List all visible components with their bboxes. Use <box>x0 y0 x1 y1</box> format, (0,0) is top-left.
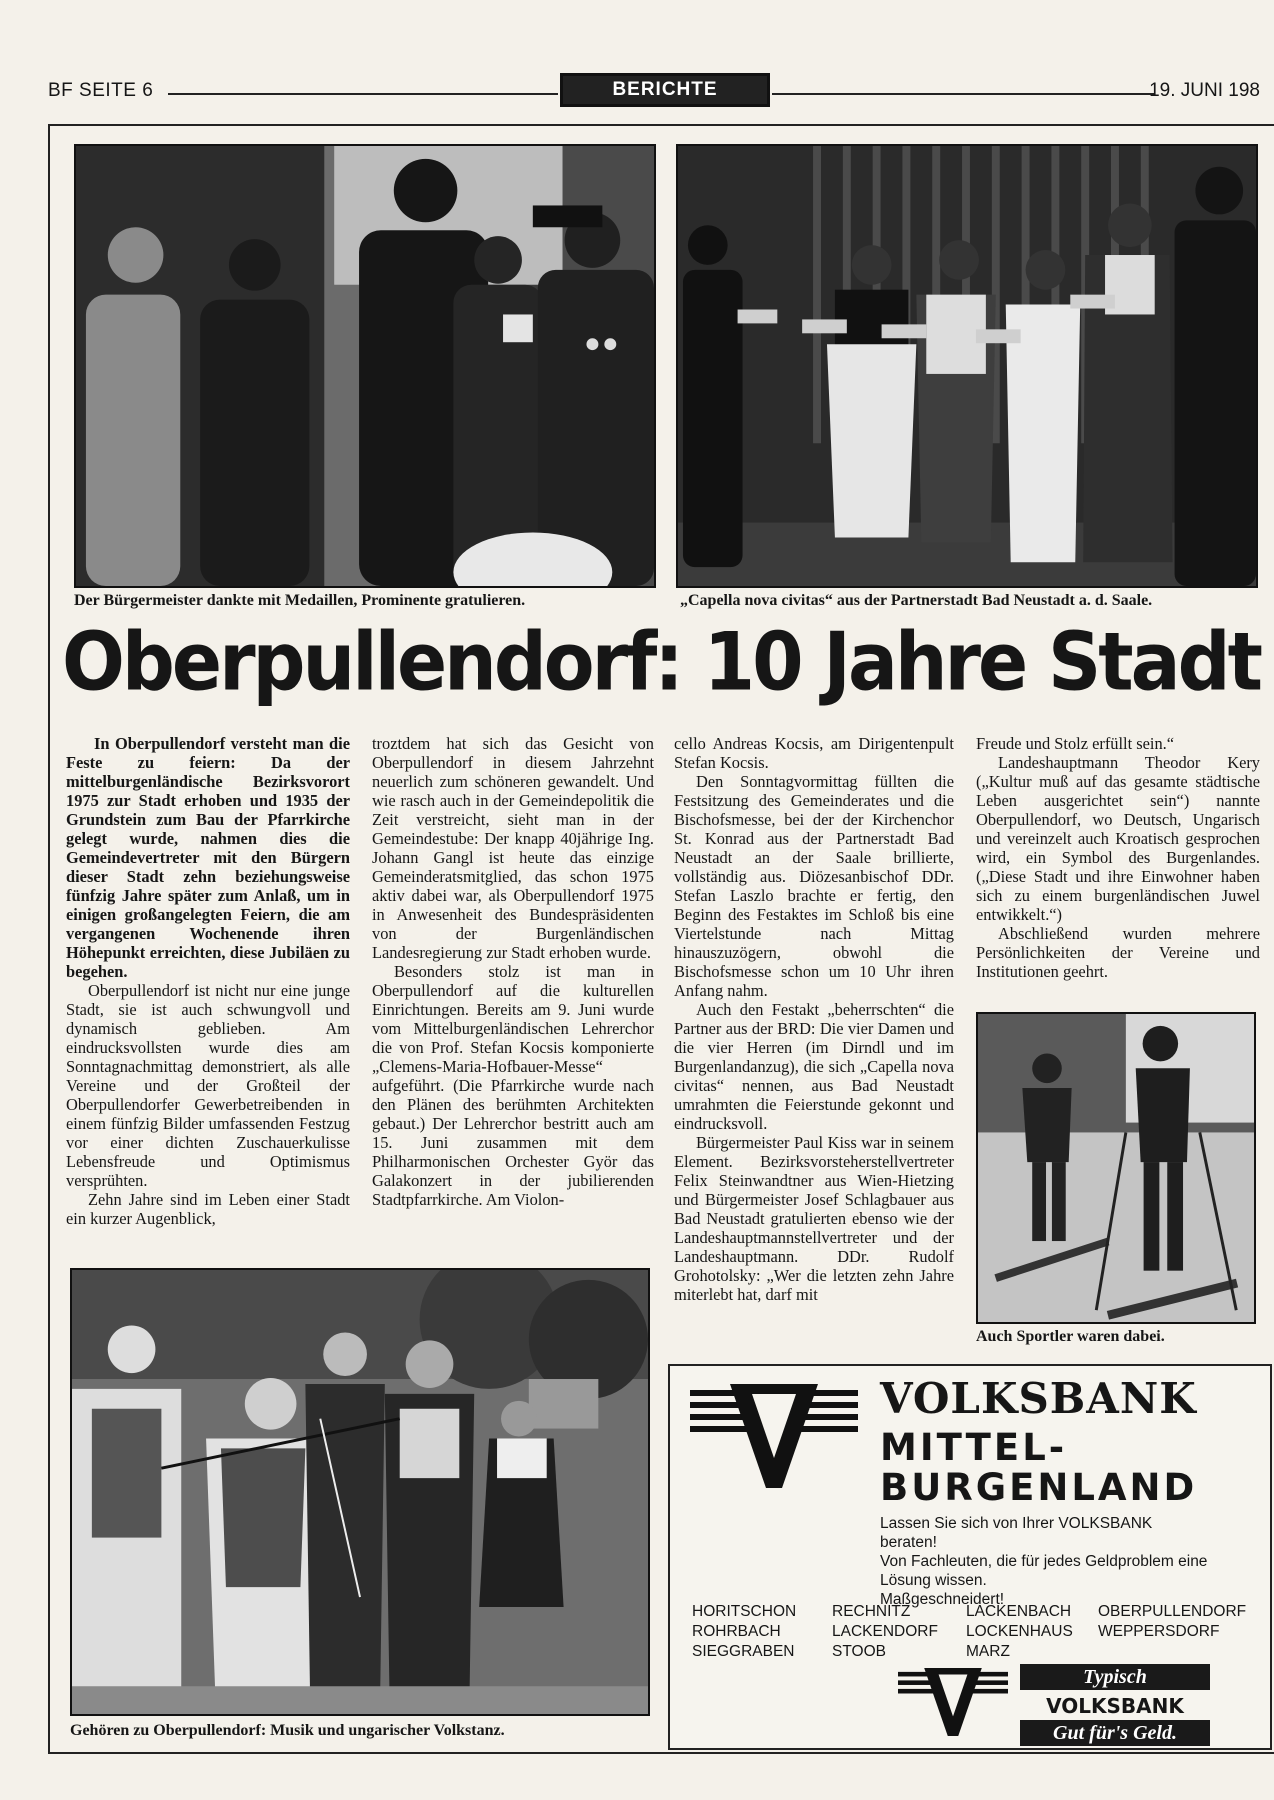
branch-list-col1 <box>692 1602 796 1662</box>
ad-text-line: Von Fachleuten, die für jedes Geldproblem eine <box>880 1553 1208 1570</box>
branch-name: LOCKENHAUS <box>966 1623 1073 1640</box>
ad-text-line: Maßgeschneidert! <box>880 1591 1005 1608</box>
article-column-4 <box>976 734 1260 981</box>
paragraph: troztdem hat sich das Gesicht von Oberpullendorf in diesem Jahrzehnt neuerlich zum schöneren gewandelt. Und wie rasch auch in der Gemeindepolitik die Zeit verstreicht, sieht man in der Gemeindestube: Der knapp 40jährige Ing. Johann Gangl ist heute das einzige Gemeinderatsmitglied, das schon 1975 aktiv dabei war, als Oberpullendorf 1975 in Anwesenheit des Bundespräsidenten von der Burgenländischen Landesregierung zur Stadt erhoben wurde. <box>372 734 654 962</box>
branch-name: OBERPULLENDORF <box>1098 1603 1247 1620</box>
paragraph: Freude und Stolz erfüllt sein.“ <box>976 734 1175 753</box>
issue-date: 19. JUNI 198 <box>1149 80 1260 101</box>
article-column-1 <box>66 734 350 1228</box>
slogan-typisch: Typisch <box>1020 1664 1210 1690</box>
branch-name: WEPPERSDORF <box>1098 1623 1220 1640</box>
ad-text <box>880 1514 1270 1609</box>
photo-music-folkdance <box>70 1268 650 1716</box>
ad-subtitle-1: MITTEL- <box>880 1426 1068 1469</box>
header-rule-right <box>772 93 1154 95</box>
volksbank-small-logo-icon <box>898 1662 1008 1742</box>
headline: Oberpullendorf: 10 Jahre Stadt <box>62 616 1260 709</box>
branch-list-col4 <box>1098 1602 1246 1642</box>
branch-name: ROHRBACH <box>692 1623 781 1640</box>
branch-name: HORITSCHON <box>692 1603 797 1620</box>
photo-sport-skiers <box>976 1012 1256 1324</box>
ad-text-line: beraten! <box>880 1534 937 1551</box>
paragraph: Oberpullendorf ist nicht nur eine junge Stadt, sie ist auch schwungvoll und dynamisch geblieben. Am eindrucksvollsten wurde dies am Sonntagnachmittag demonstriert, als alle Vereine und der Großteil der Oberpullendorfer Gewerbetreibenden in einem fünfzig Bilder umfassenden Festzug vor einer dichten Zuschauerkulisse Lebensfreude und Optimismus versprühten. <box>66 981 350 1190</box>
ad-title: VOLKSBANK <box>880 1374 1197 1423</box>
branch-name: RECHNITZ <box>832 1603 911 1620</box>
paragraph: Landeshauptmann Theodor Kery („Kultur muß auf das gesamte städtische Leben ausgerichtet sein“) nannte Oberpullendorf, wo Deutsch, Ungarisch und vereinzelt auch Kroatisch gesprochen wird, ein Symbol des Burgenlandes. („Diese Stadt und ihre Einwohner haben sich zu einem burgenländischen Juwel entwikkelt.“) <box>976 753 1260 924</box>
branch-name: LACKENDORF <box>832 1623 938 1640</box>
photo-choir-capella <box>676 144 1258 588</box>
article-column-2 <box>372 734 654 1209</box>
paragraph: Den Sonntagvormittag füllten die Festsitzung des Gemeinderates und die Bischofsmesse, bei der der Kirchenchor St. Konrad aus der Partnerstadt Bad Neustadt an der Saale brillierte, vollständig aus. Diözesanbischof DDr. Stefan Laszlo brachte er fertig, den Beginn des Festaktes im Schloß bis eine Viertelstunde nach Mittag hinauszuzögern, obwohl die Bischofsmesse schon um 10 Uhr ihren Anfang nahm. <box>674 772 954 1000</box>
volksbank-logo-icon <box>690 1380 858 1492</box>
section-label: BERICHTE <box>560 73 770 107</box>
caption-photo1: Der Bürgermeister dankte mit Medaillen, Prominente gratulieren. <box>74 592 526 609</box>
paragraph: In Oberpullendorf versteht man die Feste zu feiern: Da der mittelburgenländische Bezirksvorort 1975 zur Stadt erhoben und 1935 der Grundstein zum Bau der Pfarrkirche gelegt wurde, nahmen dies die Gemeindevertreter mit den Bürgern dieser Stadt zehn beziehungsweise fünfzig Jahre später zum Anlaß, um in einigen großangelegten Feiern, die am vergangenen Wochenende ihren Höhepunkt erreichten, diese Jubiläen zu begehen. <box>66 734 350 981</box>
branch-name: STOOB <box>832 1643 886 1660</box>
page-label: BF SEITE 6 <box>48 80 154 101</box>
caption-photo4: Auch Sportler waren dabei. <box>976 1328 1165 1345</box>
paragraph: Bürgermeister Paul Kiss war in seinem Element. Bezirksvorsteherstellvertreter Felix Steinwandtner aus Wien-Hietzing und Bürgermeister Josef Schlagbauer aus Bad Neustadt gratulierten ebenso wie der Landeshauptmannstellvertreter und der Landeshauptmann. DDr. Rudolf Grohotolsky: „Wer die letzten zehn Jahre miterlebt hat, darf mit <box>674 1133 954 1304</box>
branch-list-col2 <box>832 1602 938 1662</box>
paragraph: Besonders stolz ist man in Oberpullendorf auf die kulturellen Einrichtungen. Bereits am 9. Juni wurde vom Mittelburgenländischen Lehrerchor die von Prof. Stefan Kocsis komponierte „Clemens-Maria-Hofbauer-Messe“ aufgeführt. (Die Pfarrkirche wurde nach den Plänen des berühmten Architekten gebaut.) Der Lehrerchor bestritt auch am 15. Juni zusammen mit dem Philharmonischen Orchester Györ das Galakonzert in der jubilierenden Stadtpfarrkirche. Am Violon- <box>372 962 654 1209</box>
paragraph: Abschließend wurden mehrere Persönlichkeiten der Vereine und Institutionen geehrt. <box>976 924 1260 981</box>
caption-photo2: „Capella nova civitas“ aus der Partnerstadt Bad Neustadt a. d. Saale. <box>680 592 1153 609</box>
caption-photo3: Gehören zu Oberpullendorf: Musik und ungarischer Volkstanz. <box>70 1722 505 1739</box>
paragraph: Zehn Jahre sind im Leben einer Stadt ein kurzer Augenblick, <box>66 1190 350 1228</box>
volksbank-ad <box>668 1364 1272 1750</box>
branch-name: LACKENBACH <box>966 1603 1072 1620</box>
photo-mayor-medals <box>74 144 656 588</box>
header-rule-left <box>168 93 558 95</box>
slogan-gut-fuers-geld: Gut für's Geld. <box>1020 1720 1210 1746</box>
slogan-volksbank: VOLKSBANK <box>1046 1694 1184 1718</box>
ad-text-line: Lösung wissen. <box>880 1572 987 1589</box>
branch-name: MARZ <box>966 1643 1010 1660</box>
branch-list-col3 <box>966 1602 1073 1662</box>
ad-subtitle-2: BURGENLAND <box>880 1466 1198 1509</box>
branch-name: SIEGGRABEN <box>692 1643 795 1660</box>
article-column-3 <box>674 734 954 1304</box>
paragraph: cello Andreas Kocsis, am Dirigentenpult Stefan Kocsis. <box>674 734 954 772</box>
ad-text-line: Lassen Sie sich von Ihrer VOLKSBANK <box>880 1515 1153 1532</box>
paragraph: Auch den Festakt „beherrschten“ die Partner aus der BRD: Die vier Damen und die vier Herren (im Dirndl und im Burgenlandanzug), die sich „Capella nova civitas“ nennen, aus Bad Neustadt umrahmten die Feierstunde gekonnt und eindrucksvoll. <box>674 1000 954 1133</box>
